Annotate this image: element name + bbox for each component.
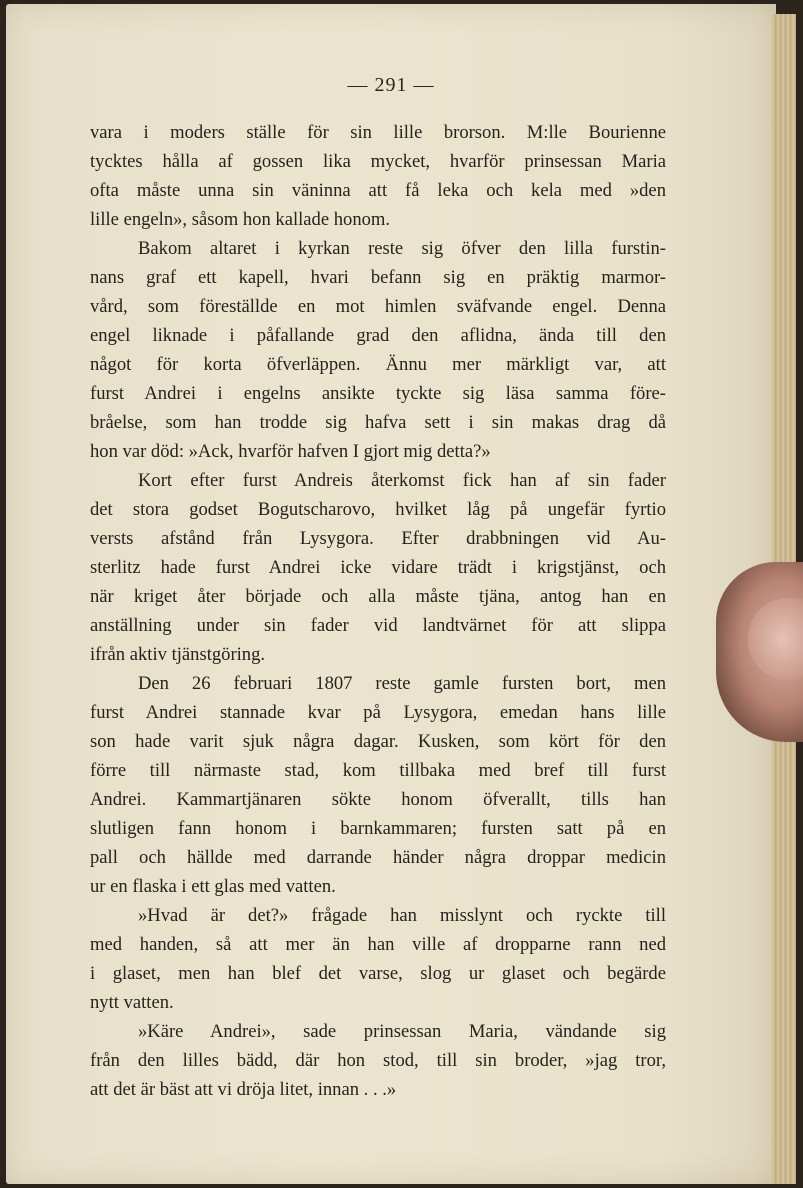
- text-line: nytt vatten.: [90, 992, 174, 1013]
- text-line: »Hvad är det?» frågade han misslynt och ryckte till: [138, 905, 666, 926]
- text-line: versts afstånd från Lysygora. Efter drabbningen vid Au-: [90, 528, 666, 549]
- text-line: ofta måste unna sin väninna att få leka och kela med »den: [90, 180, 666, 201]
- text-line: sterlitz hade furst Andrei icke vidare trädt i krigstjänst, och: [90, 557, 666, 578]
- text-line: det stora godset Bogutscharovo, hvilket låg på ungefär fyrtio: [90, 499, 666, 520]
- text-line: att det är bäst att vi dröja litet, innan . . .»: [90, 1079, 397, 1100]
- text-line: hon var död: »Ack, hvarför hafven I gjort mig detta?»: [90, 441, 491, 462]
- text-line: när kriget åter började och alla måste tjäna, antog han en: [90, 586, 666, 607]
- text-line: vård, som föreställde en mot himlen sväfvande engel. Denna: [90, 296, 666, 317]
- text-line: pall och hällde med darrande händer några droppar medicin: [90, 847, 666, 868]
- book-page: [6, 4, 776, 1184]
- text-line: furst Andrei i engelns ansikte tyckte sig läsa samma före-: [90, 383, 666, 404]
- text-line: något för korta öfverläppen. Ännu mer märkligt var, att: [90, 354, 666, 375]
- text-line: bråelse, som han trodde sig hafva sett i sin makas drag då: [90, 412, 666, 433]
- text-line: nans graf ett kapell, hvari befann sig en präktig marmor-: [90, 267, 666, 288]
- text-line: Andrei. Kammartjänaren sökte honom öfverallt, tills han: [90, 789, 666, 810]
- text-line: engel liknade i påfallande grad den aflidna, ända till den: [90, 325, 666, 346]
- text-line: son hade varit sjuk några dagar. Kusken, som kört för den: [90, 731, 666, 752]
- body-text: [90, 118, 666, 1104]
- text-line: furst Andrei stannade kvar på Lysygora, emedan hans lille: [90, 702, 666, 723]
- text-line: anställning under sin fader vid landtvärnet för att slippa: [90, 615, 666, 636]
- text-line: med handen, så att mer än han ville af dropparne rann ned: [90, 934, 666, 955]
- text-line: i glaset, men han blef det varse, slog ur glaset och begärde: [90, 963, 666, 984]
- text-line: Bakom altaret i kyrkan reste sig öfver den lilla furstin-: [138, 238, 666, 259]
- page-number: — 291 —: [347, 74, 435, 96]
- text-line: tycktes hålla af gossen lika mycket, hvarför prinsessan Maria: [90, 151, 666, 172]
- text-line: Kort efter furst Andreis återkomst fick han af sin fader: [138, 470, 666, 491]
- text-line: lille engeln», såsom hon kallade honom.: [90, 209, 391, 230]
- text-line: ifrån aktiv tjänstgöring.: [90, 644, 266, 665]
- text-line: ur en flaska i ett glas med vatten.: [90, 876, 336, 897]
- text-line: förre till närmaste stad, kom tillbaka med bref till furst: [90, 760, 666, 781]
- text-line: vara i moders ställe för sin lille brorson. M:lle Bourienne: [90, 122, 666, 143]
- text-line: från den lilles bädd, där hon stod, till sin broder, »jag tror,: [90, 1050, 666, 1071]
- text-line: slutligen fann honom i barnkammaren; fursten satt på en: [90, 818, 666, 839]
- text-line: Den 26 februari 1807 reste gamle fursten bort, men: [138, 673, 666, 694]
- text-line: »Käre Andrei», sade prinsessan Maria, vändande sig: [138, 1021, 666, 1042]
